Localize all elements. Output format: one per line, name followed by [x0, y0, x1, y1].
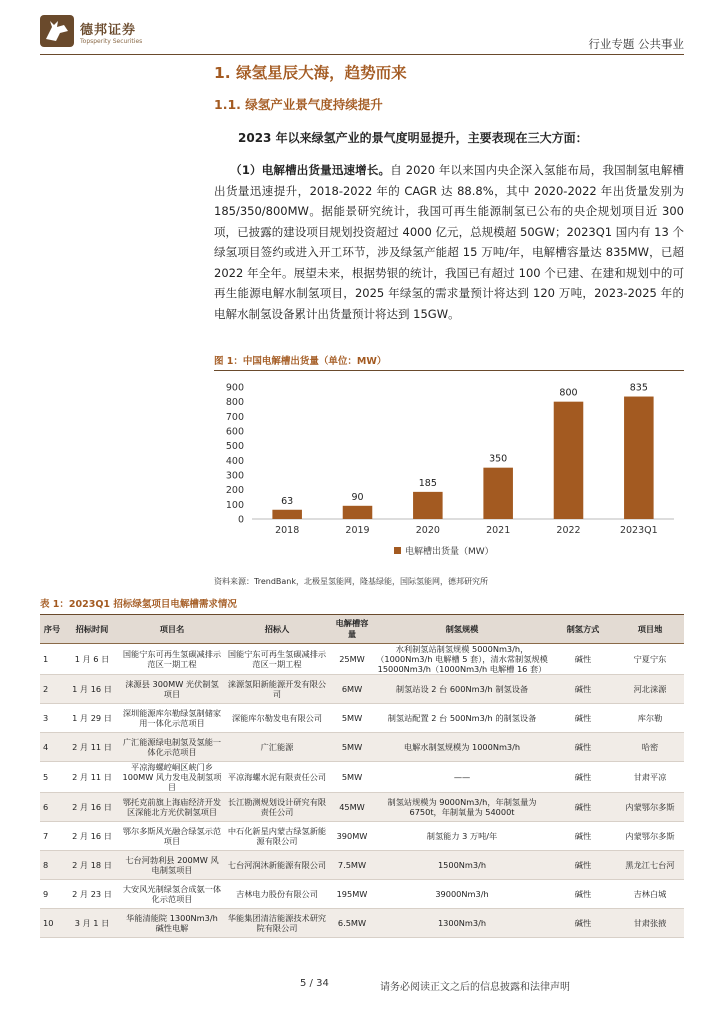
shipment-bar-chart — [214, 375, 684, 570]
table-cell: —— — [374, 762, 550, 793]
logo-english-name: Topsperity Securities — [80, 38, 143, 45]
y-tick-label: 500 — [225, 441, 244, 453]
table-cell: 制氢站规模为 9000Nm3/h，年制氢量为 6750t，年制氧量为 54000t — [374, 793, 550, 822]
table-cell: 5MW — [330, 733, 374, 762]
table-cell: 制氢站配置 2 台 500Nm3/h 的制氢设备 — [374, 704, 550, 733]
data-label: 185 — [418, 477, 437, 489]
column-header: 制氢规模 — [374, 615, 550, 644]
y-tick-label: 600 — [225, 426, 244, 438]
table-cell: 2 月 11 日 — [64, 733, 120, 762]
data-label: 350 — [489, 453, 508, 465]
table-cell: 碱性 — [550, 793, 616, 822]
table-cell: 河北涞源 — [616, 675, 684, 704]
table-cell: 华能集团清洁能源技术研究院有限公司 — [224, 909, 330, 938]
disclaimer-note: 请务必阅读正文之后的信息披露和法律声明 — [380, 982, 570, 993]
table-cell: 3 月 1 日 — [64, 909, 120, 938]
table-cell: 2 月 18 日 — [64, 851, 120, 880]
table-cell: 七台河润沐新能源有限公司 — [224, 851, 330, 880]
bar — [554, 402, 584, 519]
bar — [272, 510, 302, 519]
table-cell: 7.5MW — [330, 851, 374, 880]
y-tick-label: 300 — [225, 470, 244, 482]
column-header: 项目名 — [120, 615, 224, 644]
y-tick-label: 700 — [225, 411, 244, 423]
table-cell: 碱性 — [550, 675, 616, 704]
table-row — [40, 851, 684, 880]
data-label: 90 — [351, 491, 364, 503]
table-cell: 内蒙鄂尔多斯 — [616, 822, 684, 851]
table-cell: 1 月 16 日 — [64, 675, 120, 704]
table-cell: 制氢站设 2 台 600Nm3/h 制氢设备 — [374, 675, 550, 704]
x-tick-label: 2023Q1 — [619, 525, 658, 536]
table-cell: 39000Nm3/h — [374, 880, 550, 909]
table-cell: 鄂托克前旗上海庙经济开发区深能北方光伏制氢项目 — [120, 793, 224, 822]
table-cell: 平凉海螺崆峒区峡门乡 100MW 风力发电及制氢项目 — [120, 762, 224, 793]
table-cell: 1 — [40, 644, 64, 675]
table-cell: 深圳能源库尔勒绿氢制储家用一体化示范项目 — [120, 704, 224, 733]
table-cell: 8 — [40, 851, 64, 880]
lead-sentence: 2023 年以来绿氢产业的景气度明显提升，主要表现在三大方面： — [238, 131, 588, 145]
table-cell: 390MW — [330, 822, 374, 851]
table-cell: 碱性 — [550, 909, 616, 938]
table-cell: 库尔勒 — [616, 704, 684, 733]
y-tick-label: 0 — [237, 514, 244, 526]
table-cell: 7 — [40, 822, 64, 851]
y-tick-label: 900 — [225, 382, 244, 394]
x-tick-label: 2020 — [415, 525, 440, 536]
table-cell: 25MW — [330, 644, 374, 675]
table-cell: 碱性 — [550, 880, 616, 909]
bar — [483, 468, 513, 519]
table-cell: 碱性 — [550, 762, 616, 793]
table-row — [40, 909, 684, 938]
table-cell: 国能宁东可再生氢碳减排示范区一期工程 — [120, 644, 224, 675]
table-row — [40, 762, 684, 793]
legend-swatch — [394, 547, 401, 554]
deer-logo-icon — [40, 15, 74, 47]
company-logo — [40, 15, 143, 49]
table-cell: 6MW — [330, 675, 374, 704]
bar — [413, 492, 443, 519]
table-cell: 9 — [40, 880, 64, 909]
table-cell: 深能库尔勒发电有限公司 — [224, 704, 330, 733]
figure-title: 图 1：中国电解槽出货量（单位：MW） — [214, 356, 387, 367]
table-cell: 大安风光制绿氢合成氨一体化示范项目 — [120, 880, 224, 909]
table-header-row — [40, 615, 684, 644]
table-cell: 1300Nm3/h — [374, 909, 550, 938]
table-cell: 碱性 — [550, 822, 616, 851]
paragraph-body: 自 2020 年以来国内央企深入氢能布局，我国制氢电解槽出货量迅速提升，2018-2022 年的 CAGR 达 88.8%，其中 2020-2022 年出货量发别为 185/350/800MW。据能景研究统计，我国可再生能源制氢已公布的央企规划项目近 300 项，已披露的建设项目规划投资超过 4000 亿元，总规模超 50GW；2023Q1 国内有 13 个绿氢项目签约或进入开工环节，涉及绿氢产能超 15 万吨/年，电解槽容量达 835MW，已超 2022 年全年。展望未来，根据势银的统计，我国已有超过 100 个已建、在建和规划中的可再生能源电解水制氢项目，2025 年绿氢的需求量预计将达到 120 万吨，2023-2025 年的电解水制氢设备累计出货量预计将达到 15GW。 — [214, 163, 684, 321]
table-cell: 吉林电力股份有限公司 — [224, 880, 330, 909]
table-cell: 国能宁东可再生氢碳减排示范区一期工程 — [224, 644, 330, 675]
table-cell: 中石化新星内蒙古绿氢新能源有限公司 — [224, 822, 330, 851]
table-cell: 5 — [40, 762, 64, 793]
table-cell: 宁夏宁东 — [616, 644, 684, 675]
section-heading: 1. 绿氢星辰大海，趋势而来 — [214, 64, 407, 82]
header-divider — [40, 54, 684, 55]
table-cell: 6 — [40, 793, 64, 822]
table-row — [40, 675, 684, 704]
column-header: 项目地 — [616, 615, 684, 644]
figure-source: 资料来源：TrendBank，北极星氢能网，隆基绿能，国际氢能网，德邦研究所 — [214, 577, 488, 586]
data-label: 835 — [629, 382, 648, 394]
report-category: 行业专题 公共事业 — [588, 37, 684, 51]
x-tick-label: 2021 — [486, 525, 511, 536]
body-paragraph — [214, 160, 684, 324]
table-cell: 长江勘测规划设计研究有限责任公司 — [224, 793, 330, 822]
column-header: 电解槽容量 — [330, 615, 374, 644]
table-cell: 6.5MW — [330, 909, 374, 938]
bar — [343, 506, 373, 519]
table-cell: 碱性 — [550, 851, 616, 880]
column-header: 序号 — [40, 615, 64, 644]
table-row — [40, 793, 684, 822]
table-cell: 吉林白城 — [616, 880, 684, 909]
table-cell: 5MW — [330, 704, 374, 733]
table-cell: 甘肃平凉 — [616, 762, 684, 793]
table-cell: 哈密 — [616, 733, 684, 762]
table-row — [40, 733, 684, 762]
data-label: 63 — [281, 495, 294, 507]
figure-divider — [214, 370, 684, 371]
table-cell: 195MW — [330, 880, 374, 909]
table-title: 表 1：2023Q1 招标绿氢项目电解槽需求情况 — [40, 599, 237, 610]
table-cell: 2 月 16 日 — [64, 793, 120, 822]
x-tick-label: 2018 — [275, 525, 300, 536]
table-cell: 广汇能源绿电制氢及氢能一体化示范项目 — [120, 733, 224, 762]
table-cell: 10 — [40, 909, 64, 938]
table-cell: 鄂尔多斯风光融合绿氢示范项目 — [120, 822, 224, 851]
table-cell: 广汇能源 — [224, 733, 330, 762]
table-cell: 2 月 23 日 — [64, 880, 120, 909]
table-cell: 涞源县 300MW 光伏制氢项目 — [120, 675, 224, 704]
table-cell: 黑龙江七台河 — [616, 851, 684, 880]
column-header: 招标人 — [224, 615, 330, 644]
x-tick-label: 2022 — [556, 525, 581, 536]
subsection-heading: 1.1. 绿氢产业景气度持续提升 — [214, 97, 383, 112]
table-row — [40, 880, 684, 909]
table-cell: 涞源氢阳新能源开发有限公司 — [224, 675, 330, 704]
x-tick-label: 2019 — [345, 525, 370, 536]
table-cell: 碱性 — [550, 733, 616, 762]
table-cell: 制氢能力 3 万吨/年 — [374, 822, 550, 851]
table-row — [40, 822, 684, 851]
column-header: 制氢方式 — [550, 615, 616, 644]
bar — [624, 397, 654, 519]
table-cell: 甘肃张掖 — [616, 909, 684, 938]
table-cell: 3 — [40, 704, 64, 733]
table-cell: 电解水制氢规模为 1000Nm3/h — [374, 733, 550, 762]
table-cell: 5MW — [330, 762, 374, 793]
paragraph-subhead: （1）电解槽出货量迅速增长。 — [230, 163, 391, 177]
page-number: 5 / 34 — [300, 978, 329, 989]
table-cell: 1 月 29 日 — [64, 704, 120, 733]
y-tick-label: 400 — [225, 455, 244, 467]
table-row — [40, 644, 684, 675]
table-cell: 2 — [40, 675, 64, 704]
table-cell: 碱性 — [550, 644, 616, 675]
y-tick-label: 100 — [225, 499, 244, 511]
table-cell: 2 月 16 日 — [64, 822, 120, 851]
data-label: 800 — [559, 387, 578, 399]
table-cell: 水利制氢站制氢规模 5000Nm3/h，（1000Nm3/h 电解槽 5 套），清水常制氢规模 15000Nm3/h（1000Nm3/h 电解槽 16 套） — [374, 644, 550, 675]
y-tick-label: 800 — [225, 397, 244, 409]
logo-name: 德邦证券 — [80, 23, 137, 38]
table-cell: 平凉海螺水泥有限责任公司 — [224, 762, 330, 793]
table-cell: 碱性 — [550, 704, 616, 733]
table-cell: 华能清能院 1300Nm3/h 碱性电解 — [120, 909, 224, 938]
table-cell: 内蒙鄂尔多斯 — [616, 793, 684, 822]
electrolyzer-demand-table — [40, 614, 684, 938]
table-cell: 2 月 11 日 — [64, 762, 120, 793]
table-cell: 4 — [40, 733, 64, 762]
y-tick-label: 200 — [225, 485, 244, 497]
column-header: 招标时间 — [64, 615, 120, 644]
legend-label: 电解槽出货量（MW） — [405, 547, 494, 557]
table-cell: 七台河勃利县 200MW 风电制氢项目 — [120, 851, 224, 880]
table-cell: 1 月 6 日 — [64, 644, 120, 675]
table-cell: 1500Nm3/h — [374, 851, 550, 880]
table-row — [40, 704, 684, 733]
table-cell: 45MW — [330, 793, 374, 822]
